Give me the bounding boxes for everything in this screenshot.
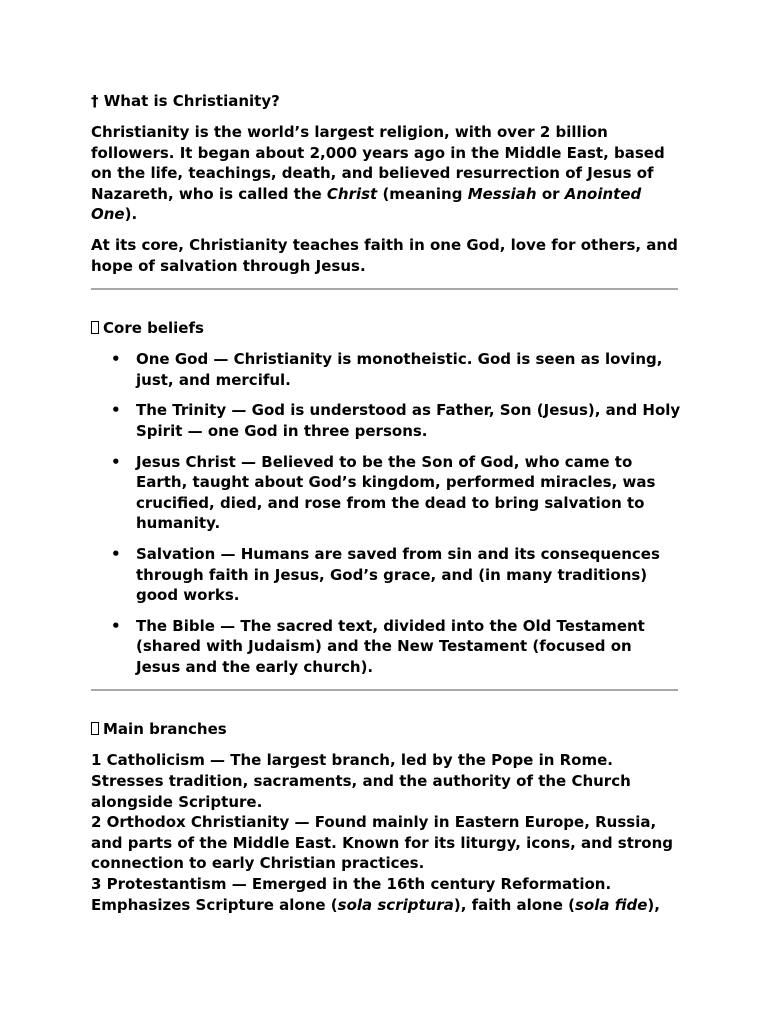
main-branches-list <box>91 750 681 915</box>
list-item <box>91 452 681 534</box>
bullet-icon: • <box>111 401 121 420</box>
missing-glyph-icon <box>91 722 99 735</box>
heading-text: What is Christianity? <box>103 92 280 110</box>
list-item-text: One God — Christianity is monotheistic. God is seen as loving, just, and merciful. <box>136 350 663 389</box>
section-divider <box>91 689 678 691</box>
italic-run: Messiah <box>467 184 537 203</box>
bullet-icon: • <box>111 544 121 563</box>
italic-run: Christ <box>326 184 378 203</box>
heading-text: Main branches <box>103 720 227 739</box>
text-run: ). <box>124 205 138 224</box>
list-item: 2 Orthodox Christianity — Found mainly in Eastern Europe, Russia, and parts of the Middle East. Known for its liturgy, icons, and strong connection to early Christian practices. <box>91 813 674 873</box>
core-beliefs-list <box>91 349 681 677</box>
dagger-icon: † <box>91 92 99 110</box>
text-run: or <box>536 184 565 203</box>
bullet-icon: • <box>111 616 121 635</box>
missing-glyph-icon <box>91 321 99 334</box>
section-divider <box>91 288 678 290</box>
text-run: 3 Protestantism — Emerged in the 16th century Reformation. Emphasizes Scripture alone ( <box>91 875 612 914</box>
text-run: Christianity is the world’s largest religion, with over 2 billion followers. It began about 2,000 years ago in the Middle East, based on the life, teachings, death, and believed resurrection of Jesus of Nazareth, who is called the <box>91 123 665 203</box>
core-paragraph: At its core, Christianity teaches faith in one God, love for others, and hope of salvation through Jesus. <box>91 235 678 275</box>
list-item <box>91 874 681 915</box>
list-item-text: Jesus Christ — Believed to be the Son of God, who came to Earth, taught about God’s kingdom, performed miracles, was crucified, died, and rose from the dead to bring salvation to humanity. <box>136 452 656 533</box>
italic-run: Anointed One <box>91 184 642 224</box>
text-run: (meaning <box>377 184 468 203</box>
intro-paragraph <box>91 122 681 225</box>
text-run: ), <box>647 895 660 914</box>
bullet-icon: • <box>111 452 121 471</box>
document-page <box>91 91 681 915</box>
italic-run: sola scriptura <box>337 895 454 914</box>
list-item <box>91 616 681 678</box>
italic-run: sola fide <box>574 895 648 914</box>
list-item-text: The Bible — The sacred text, divided into the Old Testament (shared with Judaism) and the New Testament (focused on Jesus and the early church). <box>136 616 645 676</box>
section-heading-core-beliefs <box>91 318 681 338</box>
list-item <box>91 400 681 441</box>
list-item <box>91 544 681 606</box>
list-item-text: Salvation — Humans are saved from sin and its consequences through faith in Jesus, God’s grace, and (in many traditions) good works. <box>136 544 660 605</box>
list-item-text: The Trinity — God is understood as Father, Son (Jesus), and Holy Spirit — one God in three persons. <box>136 401 681 440</box>
bullet-icon: • <box>111 350 121 369</box>
list-item: 1 Catholicism — The largest branch, led by the Pope in Rome. Stresses tradition, sacraments, and the authority of the Church alongside Scripture. <box>91 751 631 811</box>
heading-text: Core beliefs <box>103 319 204 338</box>
text-run: ), faith alone ( <box>453 895 575 914</box>
list-item <box>91 349 681 390</box>
section-heading-main-branches <box>91 719 681 739</box>
section-heading-what-is-christianity <box>91 91 681 111</box>
